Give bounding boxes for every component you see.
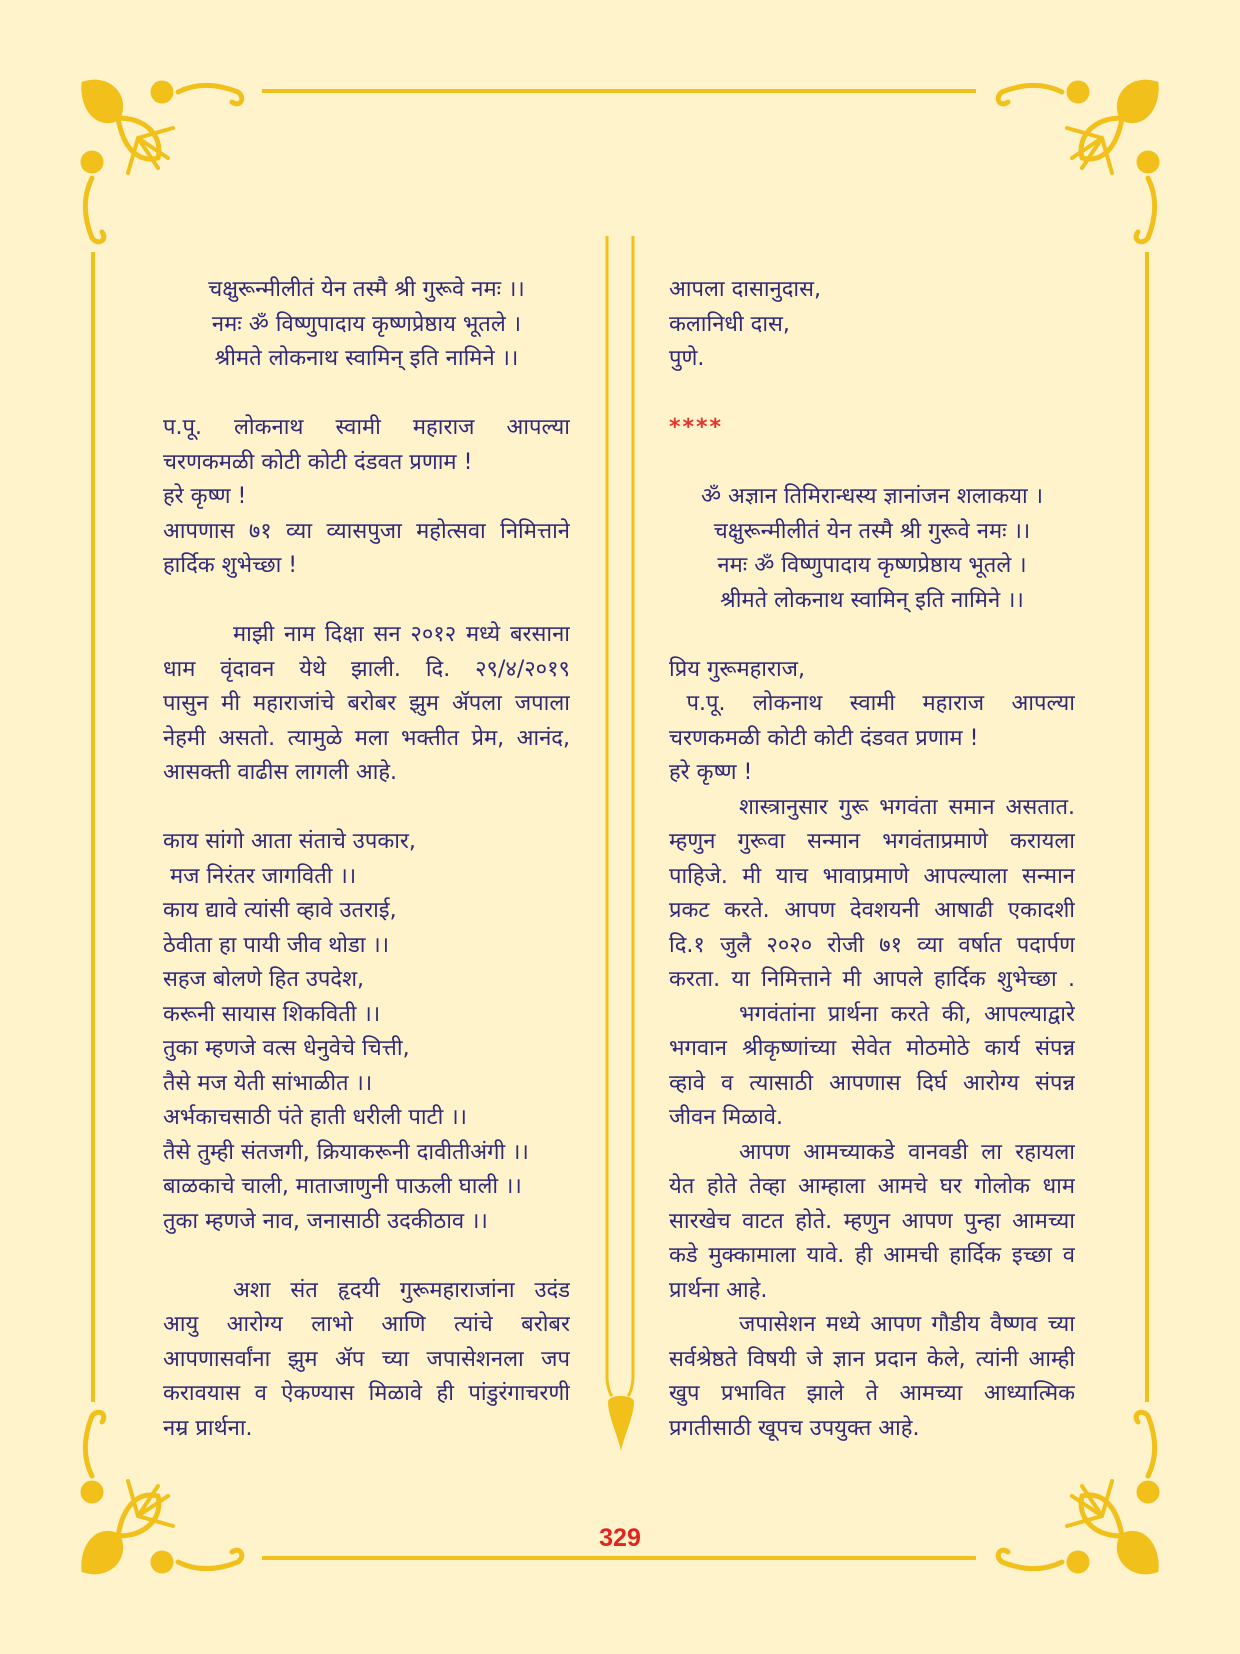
blank-line bbox=[163, 791, 570, 826]
text-line: श्रीमते लोकनाथ स्वामिन् इति नामिने ।। bbox=[720, 587, 1024, 613]
text-line: अशा संत हृदयी गुरूमहाराजांना उदंड bbox=[233, 1277, 570, 1303]
text-line: भगवंतांना प्रार्थना करते की, आपल्याद्वारे bbox=[739, 1001, 1075, 1027]
frame-right-line bbox=[1145, 252, 1149, 1402]
text-line: ठेवीता हा पायी जीव थोडा ।। bbox=[163, 932, 390, 958]
text-line: मज निरंतर जागविती ।। bbox=[170, 863, 357, 889]
text-line: माझी नाम दिक्षा सन २०१२ मध्ये बरसाना bbox=[233, 622, 570, 647]
right-column bbox=[669, 273, 1075, 1446]
blank-line bbox=[163, 1239, 570, 1274]
text-line: कलानिधी दास, bbox=[669, 311, 790, 337]
text-line: प.पू. लोकनाथ स्वामी महाराज आपल्या bbox=[163, 415, 570, 440]
text-line: प्रकट करते. आपण देवशयनी आषाढी एकादशी bbox=[669, 898, 1075, 923]
text-line: जीवन मिळावे. bbox=[669, 1105, 783, 1130]
text-line: हरे कृष्ण ! bbox=[163, 484, 247, 509]
corner-ornament-top-left bbox=[78, 78, 258, 258]
text-line: नेहमी असतो. त्यामुळे मला भक्तीत प्रेम, आनंद, bbox=[163, 725, 570, 751]
text-line: प्रिय गुरूमहाराज, bbox=[669, 656, 805, 682]
text-line: प्रगतीसाठी खूपच उपयुक्त आहे. bbox=[669, 1415, 920, 1441]
text-line: करावयास व ऐकण्यास मिळावे ही पांडुरंगाचरणी bbox=[163, 1381, 570, 1406]
text-line: बाळकाचे चाली, माताजाणुनी पाऊली घाली ।। bbox=[163, 1174, 522, 1199]
text-line: चक्षुरून्मीलीतं येन तस्मै श्री गुरूवे नमः ।। bbox=[208, 277, 525, 302]
text-line: हरे कृष्ण ! bbox=[669, 760, 753, 785]
text-line: आपणासर्वांना झुम ॲप च्या जपासेशनला जप bbox=[163, 1346, 570, 1372]
text-line: धाम वृंदावन येथे झाली. दि. २९/४/२०१९ bbox=[163, 656, 570, 682]
blank-line bbox=[669, 377, 1075, 412]
column-divider bbox=[598, 236, 644, 1456]
text-line: श्रीमते लोकनाथ स्वामिन् इति नामिने ।। bbox=[214, 346, 519, 371]
blank-line bbox=[163, 377, 570, 412]
text-line: येत होते तेव्हा आम्हाला आमचे घर गोलोक धाम bbox=[669, 1174, 1075, 1199]
text-line: शास्त्रानुसार गुरू भगवंता समान असतात. bbox=[739, 794, 1075, 820]
text-line: तैसे मज येती सांभाळीत ।। bbox=[163, 1070, 373, 1096]
text-line: चरणकमळी कोटी कोटी दंडवत प्रणाम ! bbox=[163, 449, 473, 475]
text-line: अर्भकाचसाठी पंते हाती धरीली पाटी ।। bbox=[163, 1105, 468, 1130]
text-line: नम्र प्रार्थना. bbox=[163, 1415, 253, 1441]
frame-top-line bbox=[262, 89, 976, 93]
text-line: आपला दासानुदास, bbox=[669, 277, 821, 302]
text-line: नमः ॐ विष्णुपादाय कृष्णप्रेष्ठाय भूतले । bbox=[717, 553, 1027, 578]
text-line: काय सांगो आता संताचे उपकार, bbox=[163, 829, 416, 854]
text-line: सारखेच वाटत होते. म्हणुन आपण पुन्हा आमच्या bbox=[669, 1208, 1075, 1234]
text-line: व्हावे व त्यासाठी आपणास दिर्घ आरोग्य संपन्न bbox=[669, 1070, 1075, 1096]
text-line: दि.१ जुलै २०२० रोजी ७१ व्या वर्षात पदार्पण bbox=[669, 932, 1075, 958]
text-line: प्रार्थना आहे. bbox=[669, 1277, 768, 1303]
text-line: प.पू. लोकनाथ स्वामी महाराज आपल्या bbox=[686, 691, 1075, 716]
blank-line bbox=[669, 446, 1075, 481]
text-line: हार्दिक शुभेच्छा ! bbox=[163, 553, 298, 578]
left-column bbox=[163, 273, 570, 1446]
blank-line bbox=[163, 584, 570, 619]
text-line: पासुन मी महाराजांचे बरोबर झुम ॲपला जपाला bbox=[163, 691, 570, 716]
blank-line bbox=[669, 618, 1075, 653]
text-line: आपणास ७१ व्या व्यासपुजा महोत्सवा निमित्ताने bbox=[163, 518, 570, 544]
frame-left-line bbox=[91, 252, 95, 1402]
text-line: आसक्ती वाढीस लागली आहे. bbox=[163, 760, 398, 785]
text-line: नमः ॐ विष्णुपादाय कृष्णप्रेष्ठाय भूतले । bbox=[211, 311, 522, 337]
text-line: खुप प्रभावित झाले ते आमच्या आध्यात्मिक bbox=[669, 1381, 1075, 1406]
text-line: तैसे तुम्ही संतजगी, क्रियाकरूनी दावीतीअंगी ।। bbox=[163, 1139, 529, 1165]
page-number: 329 bbox=[599, 1524, 641, 1552]
text-line: काय द्यावे त्यांसी व्हावे उतराई, bbox=[163, 898, 397, 923]
text-line: जपासेशन मध्ये आपण गौडीय वैष्णव च्या bbox=[739, 1312, 1075, 1337]
text-line: भगवान श्रीकृष्णांच्या सेवेत मोठमोठे कार्य संपन्न bbox=[669, 1036, 1075, 1061]
section-separator: **** bbox=[669, 415, 724, 440]
text-line: पाहिजे. मी याच भावाप्रमाणे आपल्याला सन्मान bbox=[669, 863, 1075, 889]
text-line: चक्षुरून्मीलीतं येन तस्मै श्री गुरूवे नमः ।। bbox=[713, 518, 1031, 544]
text-line: तुका म्हणजे वत्स धेनुवेचे चित्ती, bbox=[163, 1036, 410, 1061]
corner-ornament-top-right bbox=[982, 78, 1162, 258]
text-line: तुका म्हणजे नाव, जनासाठी उदकीठाव ।। bbox=[163, 1208, 488, 1234]
text-line: आपण आमच्याकडे वानवडी ला रहायला bbox=[739, 1139, 1075, 1165]
text-line: करूनी सायास शिकविती ।। bbox=[163, 1001, 381, 1027]
text-line: सर्वश्रेष्ठते विषयी जे ज्ञान प्रदान केले, त्यांनी आम्ही bbox=[669, 1346, 1075, 1372]
text-line: म्हणुन गुरूवा सन्मान भगवंताप्रमाणे करायला bbox=[669, 829, 1075, 854]
text-line: पुणे. bbox=[669, 346, 705, 371]
text-line: चरणकमळी कोटी कोटी दंडवत प्रणाम ! bbox=[669, 725, 979, 751]
text-line: करता. या निमित्ताने मी आपले हार्दिक शुभेच्छा . bbox=[669, 967, 1075, 992]
frame-bottom-line bbox=[262, 1556, 976, 1560]
text-line: आयु आरोग्य लाभो आणि त्यांचे बरोबर bbox=[163, 1312, 570, 1337]
text-line: कडे मुक्कामाला यावे. ही आमची हार्दिक इच्छा व bbox=[669, 1243, 1075, 1268]
text-line: ॐ अज्ञान तिमिरान्धस्य ज्ञानांजन शलाकया । bbox=[700, 484, 1044, 509]
text-line: सहज बोलणे हित उपदेश, bbox=[163, 967, 365, 992]
